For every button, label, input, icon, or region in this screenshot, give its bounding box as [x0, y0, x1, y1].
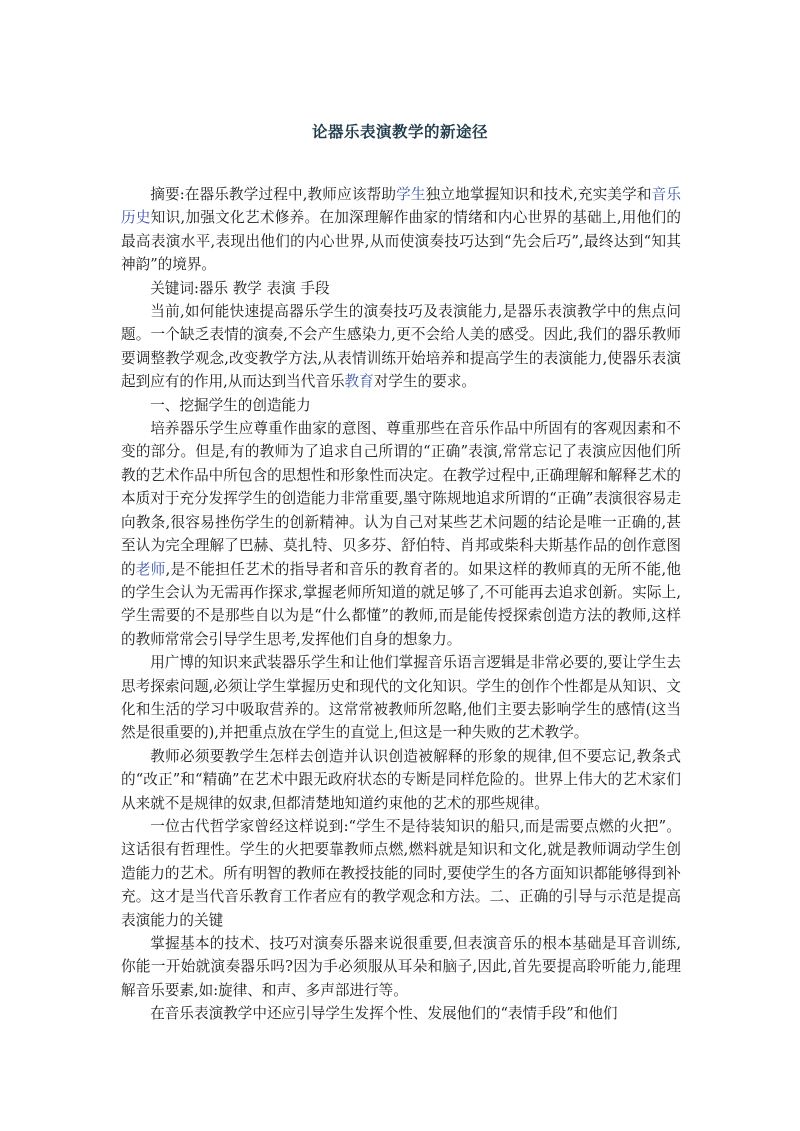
abstract-text: 独立地掌握知识和技术,充实美学和 — [425, 186, 652, 203]
body-paragraph — [121, 417, 681, 651]
paragraph-text: 培养器乐学生应尊重作曲家的意图、尊重那些在音乐作品中所固有的客观因素和不变的部分。但是,有的教师为了追求自己所谓的“正确”表演,常常忘记了表演应因他们所教的艺术作品中所包含的思想性和形象性而决定。在教学过程中,正确理解和解释艺术的本质对于充分发挥学生的创造能力非常重要,墨守陈规地追求所谓的“正确”表演很容易走向教条,很容易挫伤学生的创新精神。认为自己对某些艺术问题的结论是唯一正确的,甚至认为完全理解了巴赫、莫扎特、贝多芬、舒伯特、肖邦或柴科夫斯基作品的创作意图的 — [121, 420, 681, 578]
body-paragraph: 在音乐表演教学中还应引导学生发挥个性、发展他们的“表情手段”和他们 — [150, 1005, 618, 1023]
body-paragraph: 用广博的知识来武装器乐学生和让他们掌握音乐语言逻辑是非常必要的,要让学生去思考探索问题,必须让学生掌握历史和现代的文化知识。学生的创作个性都是从知识、文化和生活的学习中吸取营养的。这常常被教师所忽略,他们主要去影响学生的感情(这当然是很重要的),并把重点放在学生的直觉上,但这是一种失败的艺术教学。 — [121, 654, 681, 742]
link-education[interactable]: 教育 — [344, 373, 374, 391]
intro-text: 当前,如何能快速提高器乐学生的演奏技巧及表演能力,是器乐表演教学中的焦点问题。一个缺乏表情的演奏,不会产生感染力,更不会给人美的感受。因此,我们的器乐教师要调整教学观念,改变教学方法,从表情训练开始培养和提高学生的表演能力,使器乐表演起到应有的作用,从而达到当代音乐 — [121, 303, 681, 391]
section-heading: 一、挖掘学生的创造能力 — [150, 396, 311, 414]
body-paragraph: 掌握基本的技术、技巧对演奏乐器来说很重要,但表演音乐的根本基础是耳音训练,你能一开始就演奏器乐吗?因为手必须服从耳朵和脑子,因此,首先要提高聆听能力,能理解音乐要素,如:旋律、和声、多声部进行等。 — [121, 935, 681, 999]
link-students[interactable]: 学生 — [396, 186, 426, 203]
body-paragraph: 教师必须要教学生怎样去创造并认识创造被解释的形象的规律,但不要忘记,教条式的“改正”和“精确”在艺术中跟无政府状态的专断是同样危险的。世界上伟大的艺术家们从来就不是规律的奴隶,但都清楚地知道约束他的艺术的那些规律。 — [121, 747, 681, 812]
paragraph-text: ,是不能担任艺术的指导者和音乐的教育者的。如果这样的教师真的无所不能,他的学生会认为无需再作探求,掌握老师所知道的就足够了,不可能再去追求创新。实际上,学生需要的不是那些自以为是“什么都懂”的教师,而是能传授探索创造方法的教师,这样的教师常常会引导学生思考,发挥他们自身的想象力。 — [121, 560, 681, 648]
abstract-text: 知识,加强文化艺术修养。在加深理解作曲家的情绪和内心世界的基础上,用他们的最高表演水平,表现出他们的内心世界,从而使演奏技巧达到“先会后巧”,最终达到“知其神韵”的境界。 — [121, 209, 681, 274]
link-music-history[interactable]: 音乐历史 — [121, 186, 682, 227]
document-body — [121, 183, 681, 1026]
abstract-paragraph — [121, 183, 681, 277]
body-paragraph: 一位古代哲学家曾经这样说到:“学生不是待装知识的船只,而是需要点燃的火把”。这话很有哲理性。学生的火把要靠教师点燃,燃料就是知识和文化,就是教师调动学生创造能力的艺术。所有明智的教师在教授技能的同时,要使学生的各方面知识都能够得到补充。这才是当代音乐教育工作者应有的教学观念和方法。二、正确的引导与示范是提高表演能力的关键 — [121, 817, 681, 929]
intro-paragraph — [121, 300, 681, 394]
link-teacher[interactable]: 老师 — [135, 560, 166, 578]
intro-text: 对学生的要求。 — [373, 373, 476, 391]
page-title: 论器乐表演教学的新途径 — [311, 122, 488, 141]
abstract-text: 摘要:在器乐教学过程中,教师应该帮助 — [150, 186, 397, 203]
keywords-line: 关键词:器乐 教学 表演 手段 — [150, 279, 330, 297]
